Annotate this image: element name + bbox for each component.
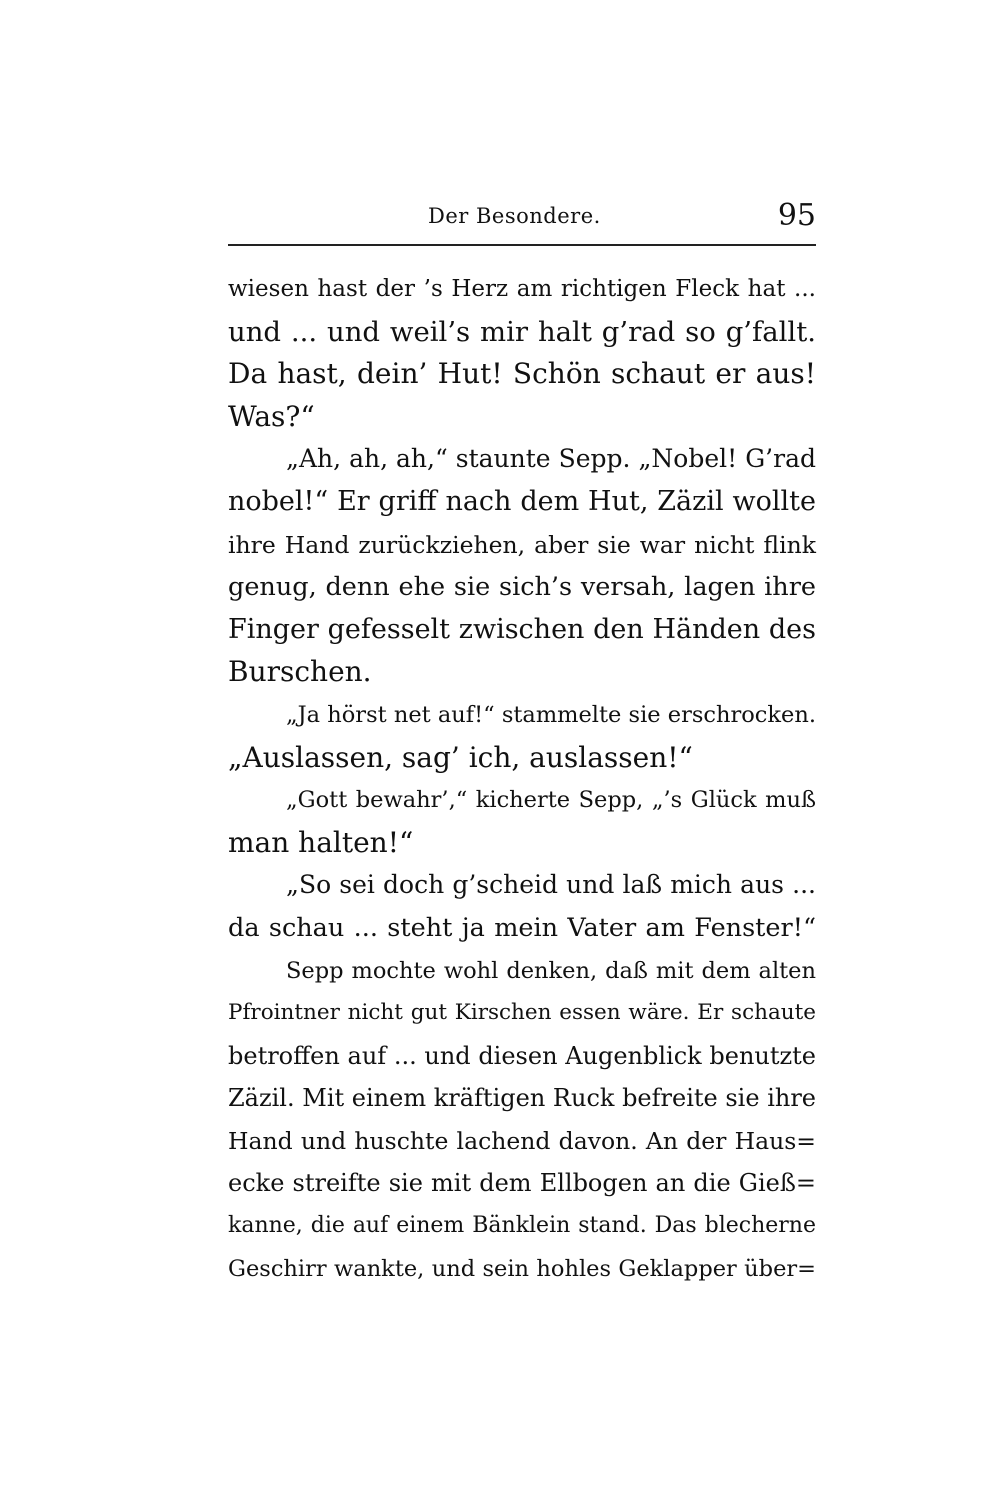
text-line: ihre Hand zurückziehen, aber sie war nicht flink xyxy=(228,530,816,559)
text-line: „Ja hörst net auf!“ stammelte sie erschrocken. xyxy=(286,701,816,728)
text-line: Finger gefesselt zwischen den Händen des xyxy=(228,613,816,645)
running-title: Der Besondere. xyxy=(428,204,601,228)
text-line: „Gott bewahr’,“ kicherte Sepp, „’s Glück muß xyxy=(286,787,816,814)
page-number: 95 xyxy=(777,198,816,233)
text-line: Hand und huschte lachend davon. An der Haus= xyxy=(228,1126,816,1155)
text-line: ecke streifte sie mit dem Ellbogen an die Gieß= xyxy=(228,1169,816,1198)
text-line: Geschirr wankte, und sein hohles Geklapper über= xyxy=(228,1255,816,1282)
text-line: genug, denn ehe sie sich’s versah, lagen ihre xyxy=(228,572,816,603)
text-line: Was?“ xyxy=(228,399,315,433)
text-line: Burschen. xyxy=(228,655,372,689)
text-line: man halten!“ xyxy=(228,825,414,859)
text-line: und ... und weil’s mir halt g’rad so g’fallt. xyxy=(228,315,816,348)
text-line: „So sei doch g’scheid und laß mich aus ... xyxy=(286,870,816,900)
text-line: „Auslassen, sag’ ich, auslassen!“ xyxy=(228,740,693,774)
text-line: betroffen auf ... und diesen Augenblick benutzte xyxy=(228,1041,816,1070)
text-line: wiesen hast der ’s Herz am richtigen Fleck hat ... xyxy=(228,276,816,302)
text-line: Da hast, dein’ Hut! Schön schaut er aus! xyxy=(228,357,816,391)
header-rule xyxy=(228,244,816,246)
text-line: „Ah, ah, ah,“ staunte Sepp. „Nobel! G’rad xyxy=(286,444,816,474)
text-line: Zäzil. Mit einem kräftigen Ruck befreite sie ihre xyxy=(228,1084,816,1113)
text-line: kanne, die auf einem Bänklein stand. Das blecherne xyxy=(228,1213,816,1239)
text-line: nobel!“ Er griff nach dem Hut, Zäzil wollte xyxy=(228,485,816,517)
body-text xyxy=(228,268,816,1290)
text-line: Sepp mochte wohl denken, daß mit dem alten xyxy=(286,957,816,984)
text-line: da schau ... steht ja mein Vater am Fenster!“ xyxy=(228,912,816,943)
text-line: Pfrointner nicht gut Kirschen essen wäre. Er schaute xyxy=(228,1000,816,1026)
page-header xyxy=(228,196,816,240)
